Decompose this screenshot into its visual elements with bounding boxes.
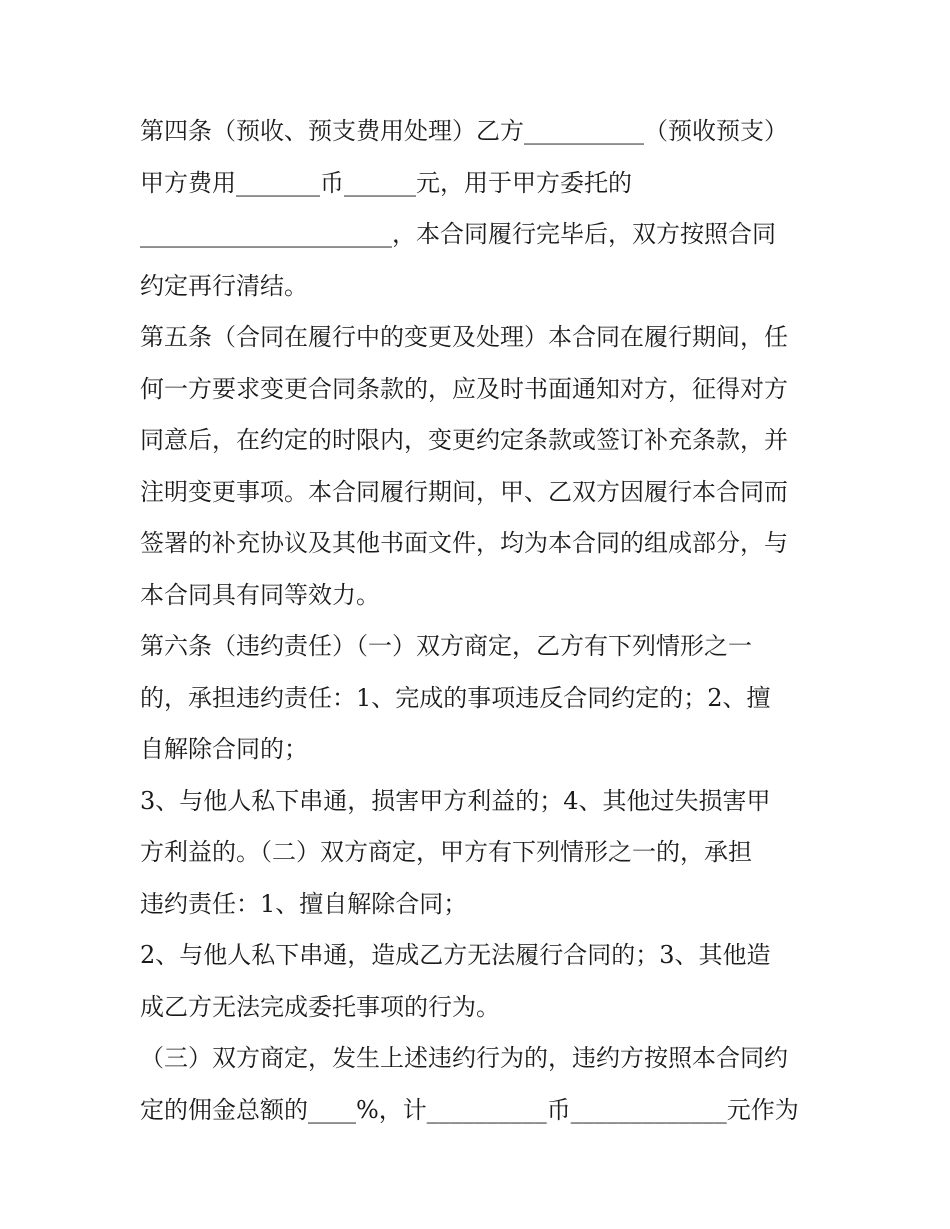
text-line: 何一方要求变更合同条款的，应及时书面通知对方，征得对方 <box>140 374 788 403</box>
text-line: 约定再行清结。 <box>140 271 308 300</box>
text-line: 定的佣金总额的____%，计__________币_____________元作为 <box>140 1095 799 1124</box>
text-line: 成乙方无法完成委托事项的行为。 <box>140 992 500 1021</box>
text-line: _____________________，本合同履行完毕后，双方按照合同 <box>140 220 776 248</box>
text-line: 2、与他人私下串通，造成乙方无法履行合同的；3、其他造 <box>140 941 771 969</box>
text-line: 自解除合同的； <box>140 735 308 763</box>
text-line: 签署的补充协议及其他书面文件，均为本合同的组成部分，与 <box>140 529 788 557</box>
text-line: 第四条（预收、预支费用处理）乙方__________（预收预支） <box>140 117 788 145</box>
text-line: 3、与他人私下串通，损害甲方利益的；4、其他过失损害甲 <box>140 786 771 815</box>
contract-text <box>140 106 820 1136</box>
text-line: 注明变更事项。本合同履行期间，甲、乙双方因履行本合同而 <box>140 477 788 506</box>
text-line: 违约责任：1、擅自解除合同； <box>140 889 468 918</box>
text-line: 的，承担违约责任：1、完成的事项违反合同约定的；2、擅 <box>140 683 771 712</box>
text-line: 甲方费用_______币______元，用于甲方委托的 <box>140 168 632 197</box>
text-line: 方利益的。（二）双方商定，甲方有下列情形之一的，承担 <box>140 838 752 866</box>
text-line: 本合同具有同等效力。 <box>140 580 380 609</box>
text-line: 第六条（违约责任）（一）双方商定，乙方有下列情形之一 <box>140 632 752 660</box>
text-line: 同意后，在约定的时限内，变更约定条款或签订补充条款，并 <box>140 426 788 454</box>
text-line: 第五条（合同在履行中的变更及处理）本合同在履行期间，任 <box>140 323 788 351</box>
text-line: （三）双方商定，发生上述违约行为的，违约方按照本合同约 <box>140 1044 788 1072</box>
